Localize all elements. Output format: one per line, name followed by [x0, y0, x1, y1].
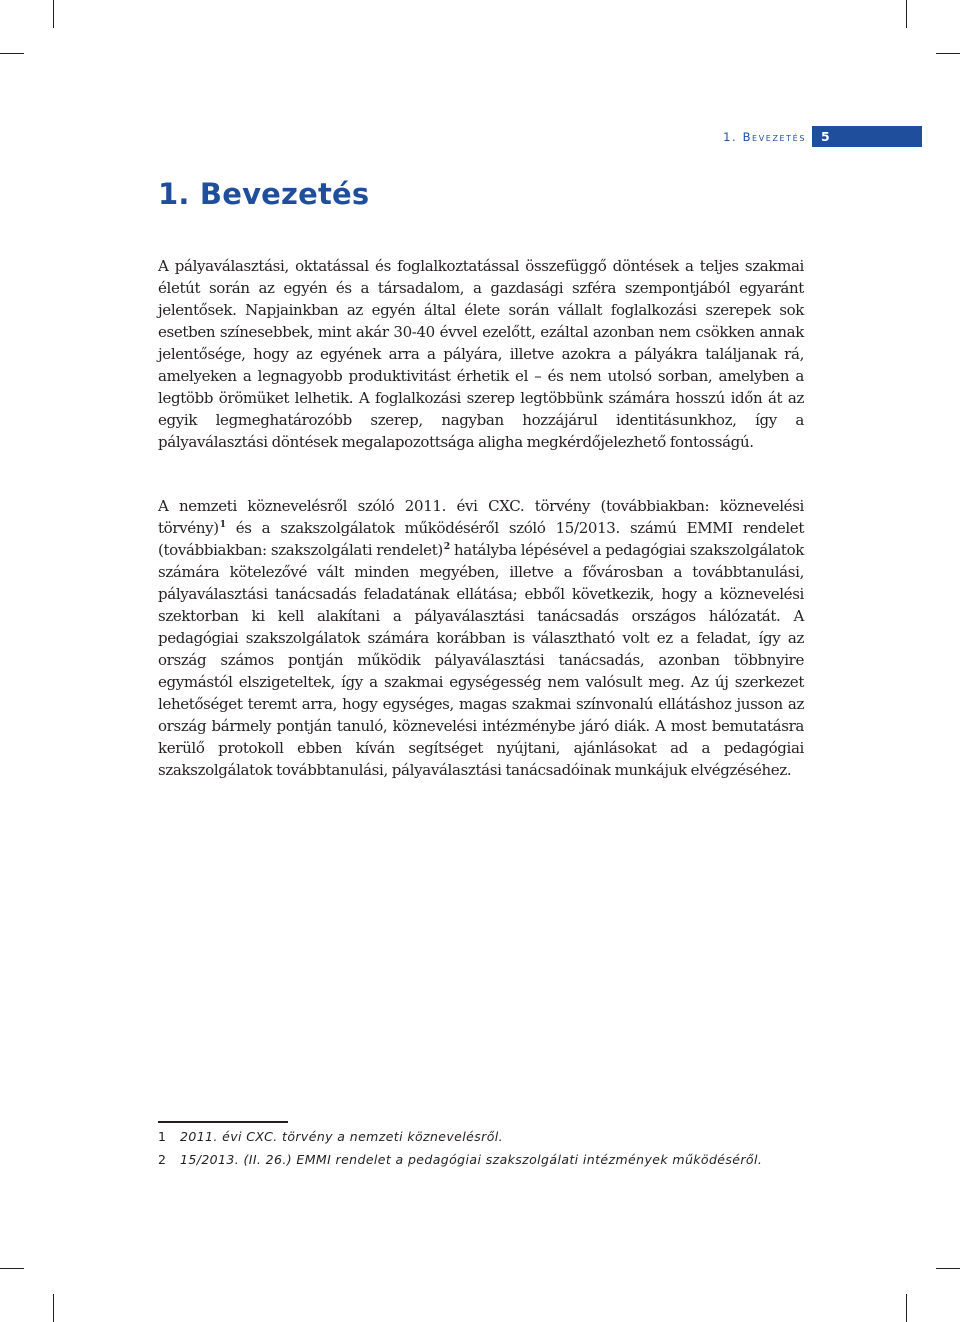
- crop-mark: [53, 1294, 54, 1322]
- crop-mark: [0, 53, 24, 54]
- footnote-reference-1[interactable]: 1: [219, 520, 226, 530]
- crop-mark: [0, 1268, 24, 1269]
- page-number-box: [812, 126, 922, 147]
- paragraph-text: hatályba lépésével a pedagógiai szakszolgálatok számára kötelezővé vált minden megyében, illetve a fővárosban a továbbtanulási, pályaválasztási tanácsadás feladatának ellátása; ebből következik, hogy a köznevelési szektorban ki kell alakítani a pályaválasztási tanácsadás országos hálózatát. A pedagógiai szakszolgálatok számára korábban is választható volt ez a feladat, így az ország számos pontján működik pályaválasztási tanácsadás, azonban többnyire egymástól elszigeteltek, így a szakmai egységesség nem valósult meg. Az új szerkezet lehetőséget teremt arra, hogy egységes, magas szakmai színvonalú ellátáshoz jusson az ország bármely pontján tanuló, köznevelési intézménybe járó diák. A most bemutatásra kerülő protokoll ebben kíván segítséget nyújtani, ajánlásokat ad a pedagógiai szakszolgálatok továbbtanulási, pályaválasztási tanácsadóinak munkájuk elvégzéséhez.: [158, 541, 805, 779]
- footnote-number: 2: [158, 1152, 167, 1167]
- crop-mark: [906, 0, 907, 28]
- crop-mark: [936, 1268, 960, 1269]
- paragraph-text: és a szakszolgálatok működéséről szóló 15/2013. számú EMMI rendelet (továbbiakban: szakszolgálati rendelet): [158, 519, 804, 559]
- crop-mark: [906, 1294, 907, 1322]
- page-number: 5: [821, 129, 830, 144]
- paragraph-text: A nemzeti köznevelésről szóló 2011. évi CXC. törvény (továbbiakban: köznevelési törvény): [158, 497, 804, 537]
- footnote-text: 2011. évi CXC. törvény a nemzeti köznevelésről.: [180, 1129, 503, 1144]
- footnote-reference-2[interactable]: 2: [443, 542, 450, 552]
- crop-mark: [936, 53, 960, 54]
- chapter-title: 1. Bevezetés: [158, 177, 370, 211]
- footnote-1: [158, 1128, 503, 1146]
- footnote-text: 15/2013. (II. 26.) EMMI rendelet a pedagógiai szakszolgálati intézmények működéséről.: [180, 1152, 763, 1167]
- body-paragraph-2: [158, 495, 804, 781]
- footnote-2: [158, 1151, 762, 1169]
- footnote-number: 1: [158, 1129, 167, 1144]
- footnote-divider: [158, 1121, 288, 1123]
- body-paragraph-1: A pályaválasztási, oktatással és foglalkoztatással összefüggő döntések a teljes szakmai életút során az egyén és a társadalom, a gazdasági szféra szempontjából egyaránt jelentősek. Napjainkban az egyén által élete során vállalt foglalkozási szerepek sok esetben színesebbek, mint akár 30-40 évvel ezelőtt, ezáltal azonban nem csökken annak jelentősége, hogy az egyének arra a pályára, illetve azokra a pályákra találjanak rá, amelyeken a legnagyobb produktivitást érhetik el – és nem utolsó sorban, amelyben a legtöbb örömüket lelhetik. A foglalkozási szerep legtöbbünk számára hosszú időn át az egyik legmeghatározóbb szerep, nagyban hozzájárul identitásunkhoz, így a pályaválasztási döntések megalapozottsága aligha megkérdőjelezhető fontosságú.: [158, 257, 804, 451]
- crop-mark: [53, 0, 54, 28]
- running-header-title: 1. Bevezetés: [723, 130, 806, 144]
